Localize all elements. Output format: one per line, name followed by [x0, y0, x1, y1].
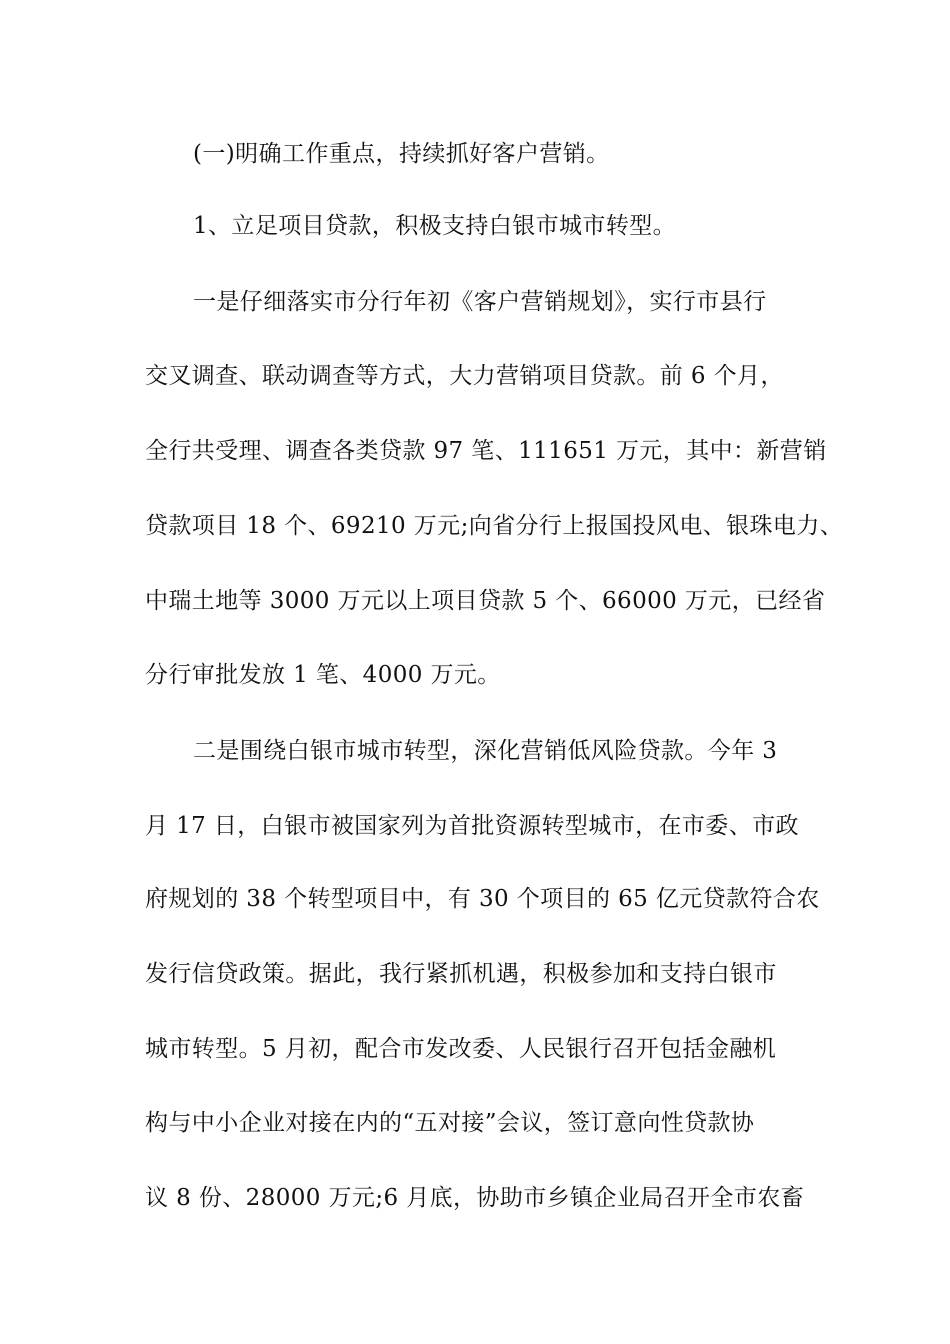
subsection-heading: 1、立足项目贷款，积极支持白银市城市转型。	[193, 213, 677, 239]
paragraph-line: 议 8 份、28000 万元;6 月底，协助市乡镇企业局召开全市农畜	[145, 1185, 805, 1211]
paragraph-line: 中瑞土地等 3000 万元以上项目贷款 5 个、66000 万元，已经省	[145, 588, 826, 614]
paragraph-line: 城市转型。5 月初，配合市发改委、人民银行召开包括金融机	[145, 1036, 777, 1062]
section-heading: (一)明确工作重点，持续抓好客户营销。	[193, 141, 610, 167]
paragraph-line: 一是仔细落实市分行年初《客户营销规划》，实行市县行	[193, 289, 767, 315]
paragraph-line: 构与中小企业对接在内的“五对接”会议，签订意向性贷款协	[145, 1110, 755, 1136]
paragraph-line: 分行审批发放 1 笔、4000 万元。	[145, 662, 501, 688]
paragraph-line: 二是围绕白银市城市转型，深化营销低风险贷款。今年 3	[193, 738, 778, 764]
paragraph-line: 交叉调查、联动调查等方式，大力营销项目贷款。前 6 个月，	[145, 363, 784, 389]
paragraph-line: 月 17 日，白银市被国家列为首批资源转型城市，在市委、市政	[145, 813, 799, 839]
paragraph-line: 贷款项目 18 个、69210 万元;向省分行上报国投风电、银珠电力、	[145, 513, 844, 539]
paragraph-line: 全行共受理、调查各类贷款 97 笔、111651 万元，其中：新营销	[145, 438, 827, 464]
paragraph-line: 府规划的 38 个转型项目中，有 30 个项目的 65 亿元贷款符合农	[145, 886, 820, 912]
paragraph-line: 发行信贷政策。据此，我行紧抓机遇，积极参加和支持白银市	[145, 961, 777, 987]
